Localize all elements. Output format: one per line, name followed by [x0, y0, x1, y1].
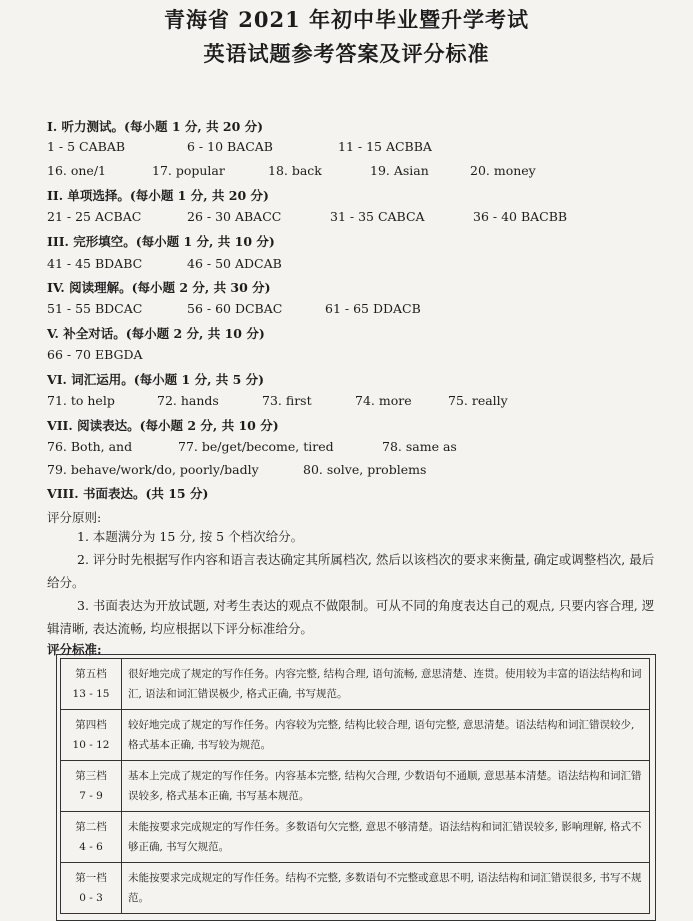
level-cell	[61, 659, 122, 710]
level-description: 未能按要求完成规定的写作任务。多数语句欠完整, 意思不够清楚。语法结构和词汇错误较多, 影响理解, 格式不够正确, 书写欠规范。	[122, 812, 650, 863]
level-cell	[61, 863, 122, 914]
document-title: 青海省 2021 年初中毕业暨升学考试	[163, 7, 530, 32]
answer-group: 56 - 60 DCBAC	[187, 301, 283, 316]
level-name: 第一档	[75, 872, 107, 884]
answer-item: 71. to help	[47, 393, 115, 408]
answer-group: 1 - 5 CABAB	[47, 139, 126, 154]
principles-label: 评分原则:	[47, 510, 102, 525]
level-range: 10 - 12	[72, 739, 110, 751]
answer-item: 80. solve, problems	[303, 462, 427, 477]
level-name: 第三档	[75, 770, 107, 782]
principle-1	[47, 525, 657, 548]
level-description: 基本上完成了规定的写作任务。内容基本完整, 结构欠合理, 少数语句不通顺, 意思基本清楚。语法结构和词汇错误较多, 格式基本正确, 书写基本规范。	[122, 761, 650, 812]
principle-3	[47, 594, 657, 640]
principle-2-text: 2. 评分时先根据写作内容和语言表达确定其所属档次, 然后以该档次的要求来衡量, 确定或调整档次, 最后给分。	[47, 552, 655, 590]
level-description: 很好地完成了规定的写作任务。内容完整, 结构合理, 语句流畅, 意思清楚、连贯。使用较为丰富的语法结构和词汇, 语法和词汇错误极少, 格式正确, 书写规范。	[122, 659, 650, 710]
answer-group: 66 - 70 EBGDA	[47, 347, 143, 362]
answer-item: 77. be/get/become, tired	[178, 439, 334, 454]
answer-group: 6 - 10 BACAB	[187, 139, 273, 154]
table-row	[61, 659, 650, 710]
section-7-heading: VII. 阅读表达。(每小题 2 分, 共 10 分)	[47, 418, 279, 433]
level-cell	[61, 812, 122, 863]
level-cell	[61, 710, 122, 761]
level-range: 13 - 15	[72, 688, 110, 700]
level-name: 第五档	[75, 668, 107, 680]
answer-group: 61 - 65 DDACB	[325, 301, 421, 316]
answer-group: 31 - 35 CABCA	[330, 209, 425, 224]
table-row	[61, 812, 650, 863]
level-name: 第四档	[75, 719, 107, 731]
section-1-heading: I. 听力测试。(每小题 1 分, 共 20 分)	[47, 119, 264, 134]
level-cell	[61, 761, 122, 812]
answer-item: 75. really	[448, 393, 508, 408]
principle-3-text: 3. 书面表达为开放试题, 对考生表达的观点不做限制。可从不同的角度表达自己的观点, 只要内容合理, 逻辑清晰, 表达流畅, 均应根据以下评分标准给分。	[47, 598, 655, 636]
level-description: 较好地完成了规定的写作任务。内容较为完整, 结构比较合理, 语句完整, 意思清楚。语法结构和词汇错误较少, 格式基本正确, 书写较为规范。	[122, 710, 650, 761]
answer-item: 16. one/1	[47, 163, 106, 178]
answer-item: 76. Both, and	[47, 439, 133, 454]
answer-group: 41 - 45 BDABC	[47, 256, 143, 271]
answer-group: 36 - 40 BACBB	[473, 209, 568, 224]
answer-item: 73. first	[262, 393, 312, 408]
section-8-heading: VIII. 书面表达。(共 15 分)	[47, 486, 209, 501]
level-range: 4 - 6	[79, 841, 103, 853]
section-6-heading: VI. 词汇运用。(每小题 1 分, 共 5 分)	[47, 372, 265, 387]
section-5-heading: V. 补全对话。(每小题 2 分, 共 10 分)	[47, 326, 265, 341]
answer-group: 51 - 55 BDCAC	[47, 301, 143, 316]
section-4-heading: IV. 阅读理解。(每小题 2 分, 共 30 分)	[47, 280, 271, 295]
level-name: 第二档	[75, 821, 107, 833]
principle-1-text: 1. 本题满分为 15 分, 按 5 个档次给分。	[77, 529, 304, 544]
answer-group: 21 - 25 ACBAC	[47, 209, 142, 224]
standard-label: 评分标准:	[47, 642, 102, 657]
section-2-heading: II. 单项选择。(每小题 1 分, 共 20 分)	[47, 188, 269, 203]
section-3-heading: III. 完形填空。(每小题 1 分, 共 10 分)	[47, 234, 275, 249]
answer-group: 46 - 50 ADCAB	[187, 256, 282, 271]
answer-item: 19. Asian	[370, 163, 429, 178]
table-row	[61, 710, 650, 761]
answer-item: 20. money	[470, 163, 536, 178]
answer-item: 18. back	[268, 163, 322, 178]
table-row	[61, 761, 650, 812]
answer-item: 17. popular	[152, 163, 225, 178]
answer-item: 79. behave/work/do, poorly/badly	[47, 462, 259, 477]
answer-item: 72. hands	[157, 393, 219, 408]
level-range: 0 - 3	[79, 892, 103, 904]
answer-group: 26 - 30 ABACC	[187, 209, 282, 224]
answer-group: 11 - 15 ACBBA	[338, 139, 432, 154]
answer-item: 78. same as	[382, 439, 457, 454]
grading-table	[60, 658, 650, 914]
principle-2	[47, 548, 657, 594]
level-range: 7 - 9	[79, 790, 103, 802]
table-row	[61, 863, 650, 914]
level-description: 未能按要求完成规定的写作任务。结构不完整, 多数语句不完整或意思不明, 语法结构和词汇错误很多, 书写不规范。	[122, 863, 650, 914]
answer-item: 74. more	[355, 393, 412, 408]
document-subtitle: 英语试题参考答案及评分标准	[203, 41, 490, 66]
